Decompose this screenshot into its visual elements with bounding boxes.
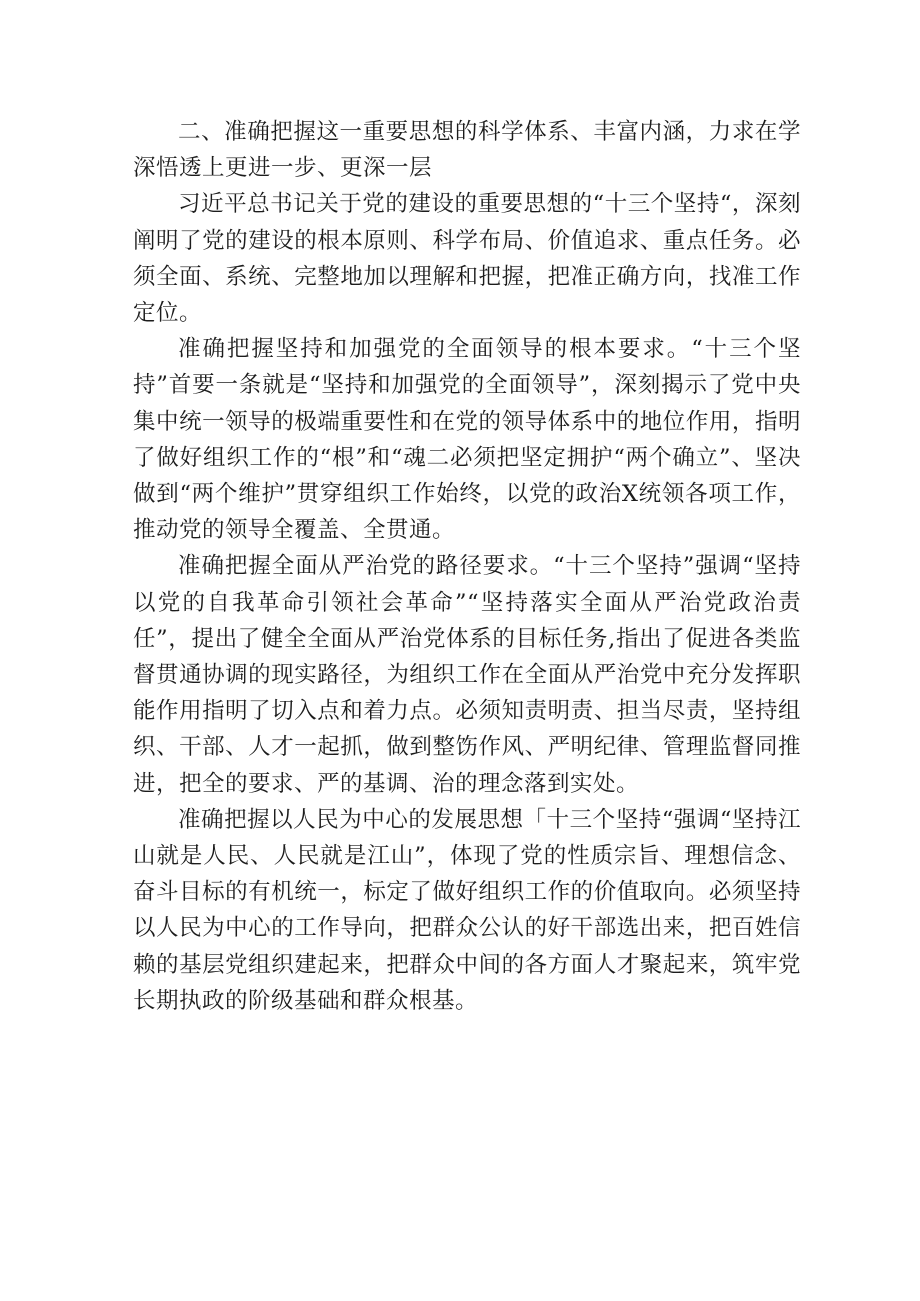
document-body <box>133 114 801 1019</box>
paragraph-party-leadership: 准确把握坚持和加强党的全面领导的根本要求。“十三个坚持”首要一条就是“坚持和加强党的全面领导”，深刻揭示了党中央集中统一领导的极端重要性和在党的领导体系中的地位作用，指明了做好组织工作的“根”和“魂二必须把坚定拥护“两个确立”、坚决做到“两个维护”贯穿组织工作始终，以党的政治X统领各项工作，推动党的领导全覆盖、全贯通。 <box>133 336 801 544</box>
paragraph-intro: 习近平总书记关于党的建设的重要思想的“十三个坚持“，深刻阐明了党的建设的根本原则、科学布局、价值追求、重点任务。必须全面、系统、完整地加以理解和把握，把准正确方向，找准工作定位。 <box>133 191 801 327</box>
paragraph-strict-governance: 准确把握全面从严治党的路径要求。“十三个坚持”强调“坚持以党的自我革命引领社会革命”“坚持落实全面从严治党政治责任”，提出了健全全面从严治党体系的目标任务,指出了促进各类监督贯通协调的现实路径，为组织工作在全面从严治党中充分发挥职能作用指明了切入点和着力点。必须知责明责、担当尽责，坚持组织、干部、人才一起抓，做到整饬作风、严明纪律、管理监督同推进，把全的要求、严的基调、治的理念落到实处。 <box>133 553 801 797</box>
paragraph-people-centered: 准确把握以人民为中心的发展思想「十三个坚持“强调“坚持江山就是人民、人民就是江山”，体现了党的性质宗旨、理想信念、奋斗目标的有机统一，标定了做好组织工作的价值取向。必须坚持以人民为中心的工作导向，把群众公认的好干部选出来，把百姓信赖的基层党组织建起来，把群众中间的各方面人才聚起来，筑牢党长期执政的阶级基础和群众根基。 <box>133 806 801 1014</box>
section-heading: 二、准确把握这一重要思想的科学体系、丰富内涵，力求在学深悟透上更进一步、更深一层 <box>133 119 801 182</box>
